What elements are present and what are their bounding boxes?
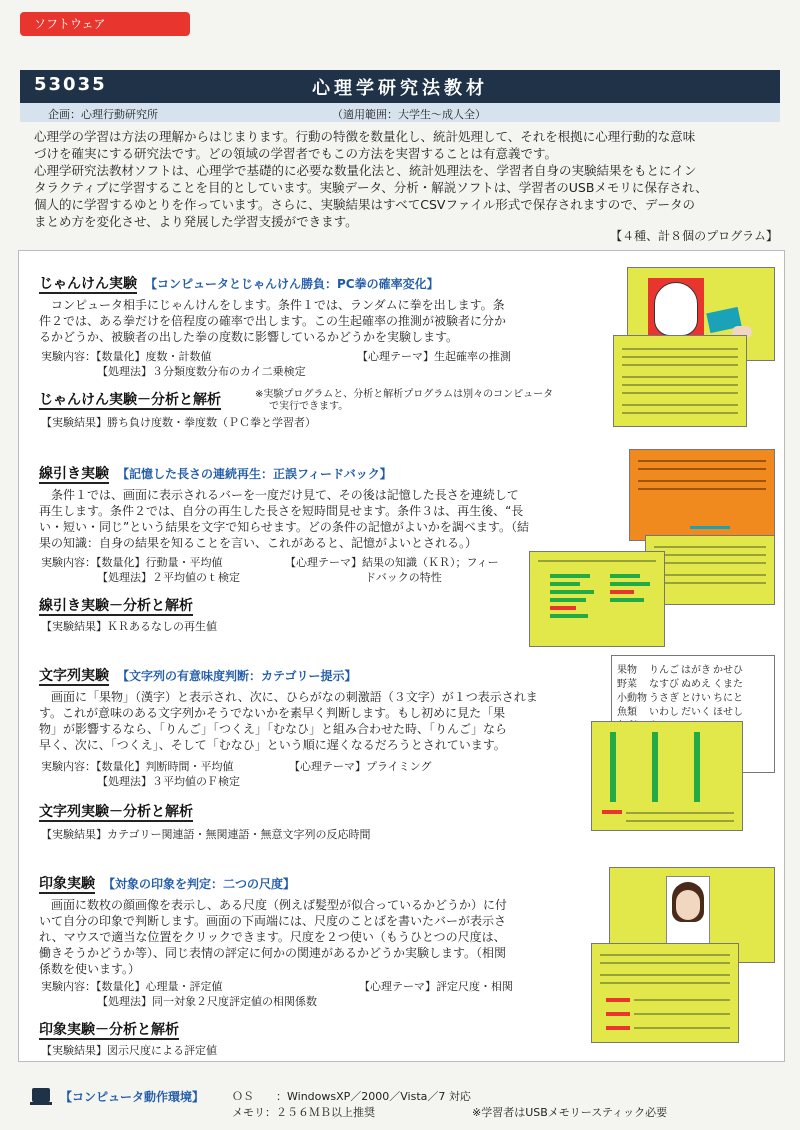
psych-theme: 【心理テーマ】結果の知識（ＫＲ）；フィー — [285, 556, 499, 569]
psych-theme: 【心理テーマ】生起確率の推測 — [357, 350, 511, 363]
section-subtitle: 【文字列の有意味度判断：カテゴリー提示】 — [117, 669, 357, 683]
analysis-title-janken: じゃんけん実験－分析と解析 — [39, 392, 221, 408]
os-requirement: ＯＳ ：WindowsXP／2000／Vista／7 対応 — [232, 1090, 471, 1103]
quantification: 実験内容：【数量化】心理量・評定値 — [41, 980, 223, 993]
psych-theme: 【心理テーマ】プライミング — [289, 760, 432, 773]
psych-theme-cont: ドバックの特性 — [365, 571, 442, 584]
section-subtitle: 【対象の印象を判定：二つの尺度】 — [103, 877, 296, 891]
category-badge: ソフトウェア — [20, 12, 190, 36]
intro-line: づけを確実にする研究法です。どの領域の学習者でもこの方法を実習することは有意義です。 — [34, 146, 558, 161]
intro-line: 心理学研究法教材ソフトは、心理学で基礎的に必要な数量化法と、統計処理法を、学習者自身の実験結果をもとにイン — [34, 163, 697, 178]
intro-line: タラクティブに学習することを目的としています。実験データ、分析・解説ソフトは、学習者のUSBメモリに保存され、 — [34, 180, 708, 195]
program-note: ※実験プログラムと、分析と解析プログラムは別々のコンピュータ で実行できます。 — [255, 389, 554, 412]
section-body-line: 条件１では、画面に表示されるバーを一度だけ見て、その後は記憶した長さを連続して 再生します。条件２では、自分の再生した長さを短時間見せます。条件３は、再生後、“長 い・短い・同じ”という結果を文字で知らせます。どの条件の記憶がよいかを調べます。（結 果の知識：自身の結果を知ることを言い、これがあると、記憶がよいとされる。） — [39, 488, 529, 550]
section-title-janken: じゃんけん実験 【コンピュータとじゃんけん勝負：PC拳の確率変化】 — [39, 276, 439, 292]
quantification: 実験内容：【数量化】判断時間・平均値 — [41, 760, 234, 773]
psych-theme: 【心理テーマ】評定尺度・相関 — [359, 980, 513, 993]
analysis-title-line: 線引き実験－分析と解析 — [39, 598, 193, 614]
intro-line: まとめ方を変化させ、より発展した学習支援ができます。 — [34, 214, 358, 229]
usb-note: ※学習者はUSBメモリースティック必要 — [472, 1106, 668, 1119]
program-count: 【４種、計８個のプログラム】 — [610, 229, 778, 243]
section-body-word: 画面に「果物」（漢字）と表示され、次に、ひらがなの刺激語（３文字）が１つ表示されま す。これが意味のある文字列かそうでないかを素早く判断します。もし初めに見た「果 物」が影響するなら、「りんご」「つくえ」「むなひ」と組み合わせた時、「りんご」なら 早く、次に、「つくえ」、そして「むなひ」という順に遅くなるだろうとされています。 — [39, 690, 538, 752]
impression-screen-text — [591, 943, 739, 1043]
header-bar — [20, 70, 780, 103]
content-panel — [18, 250, 785, 1062]
computer-base-icon — [30, 1102, 52, 1105]
section-subtitle: 【コンピュータとじゃんけん勝負：PC拳の確率変化】 — [145, 277, 439, 291]
section-title-word: 文字列実験 【文字列の有意味度判断：カテゴリー提示】 — [39, 668, 357, 684]
footer — [20, 1082, 780, 1122]
analysis-title-impression: 印象実験－分析と解析 — [39, 1022, 179, 1038]
word-screen-results — [591, 721, 743, 831]
section-subtitle: 【記憶した長さの連続再生：正誤フィードバック】 — [117, 467, 392, 481]
section-title-impression: 印象実験 【対象の印象を判定：二つの尺度】 — [39, 876, 296, 892]
processing-method: 【処理法】３分類度数分布のカイ二乗検定 — [97, 365, 306, 378]
experiment-result: 【実験結果】ＫＲあるなしの再生値 — [41, 620, 217, 633]
quantification: 実験内容：【数量化】行動量・平均値 — [41, 556, 223, 569]
intro-line: 心理学の学習は方法の理解からはじまります。行動の特徴を数量化し、統計処理して、それを根拠に心理行動的な意味 — [34, 129, 696, 144]
processing-method: 【処理法】２平均値のｔ検定 — [97, 571, 240, 584]
section-title-line: 線引き実験 【記憶した長さの連続再生：正誤フィードバック】 — [39, 466, 392, 482]
memory-requirement: メモリ：２５６ＭＢ以上推奨 — [232, 1106, 375, 1119]
line-screen-results — [529, 551, 665, 647]
computer-icon — [32, 1088, 50, 1102]
intro-line: 個人的に学習するゆとりを作っています。さらに、実験結果はすべてCSVファイル形式で保存されますので、データの — [34, 197, 695, 212]
subheader-bar — [20, 103, 780, 122]
page-title: 心理学研究法教材 — [312, 78, 488, 99]
section-body-impression: 画面に数枚の顔画像を表示し、ある尺度（例えば髪型が似合っているかどうか）に付 いて自分の印象で判断します。画面の下両端には、尺度のことばを書いたバーが表示さ れ、マウスで適当な位置をクリックできます。尺度を２つ使い（もうひとつの尺度は、 働きそうかどうか等）、同じ表情の評定に何かの関連があるかどうか実験します。（相関 係数を使います。） — [39, 898, 508, 976]
planner-label: 企画：心理行動研究所 — [48, 108, 158, 121]
quantification: 実験内容：【数量化】度数・計数値 — [41, 350, 212, 363]
janken-screen-text — [613, 335, 747, 427]
analysis-title-word: 文字列実験－分析と解析 — [39, 804, 193, 820]
word-grid: 果物 りんご はがき かせひ 野菜 なすび ぬめえ くまた 小動物 うさぎ とけい ちにと 魚類 いわし だいく ほせし — [617, 665, 743, 718]
scope-label: （適用範囲：大学生～成人全） — [332, 108, 486, 121]
processing-method: 【処理法】同一対象２尺度評定値の相関係数 — [97, 995, 317, 1008]
experiment-result: 【実験結果】カテゴリー関連語・無関連語・無意文字列の反応時間 — [41, 828, 371, 841]
environment-label: 【コンピュータ動作環境】 — [60, 1090, 205, 1104]
processing-method: 【処理法】３平均値のＦ検定 — [97, 775, 240, 788]
section-body-janken: コンピュータ相手にじゃんけんをします。条件１では、ランダムに拳を出します。条 件２では、ある拳だけを倍程度の確率で出します。この生起確率の推測が被験者に分か るかどうか、被験者の出した拳の度数に影響しているかどうかを実験します。 — [39, 298, 507, 344]
product-code: 53035 — [34, 74, 107, 95]
experiment-result: 【実験結果】図示尺度による評定値 — [41, 1044, 217, 1057]
experiment-result: 【実験結果】勝ち負け度数・拳度数（ＰＣ拳と学習者） — [41, 416, 316, 429]
line-screen-orange — [629, 449, 775, 541]
